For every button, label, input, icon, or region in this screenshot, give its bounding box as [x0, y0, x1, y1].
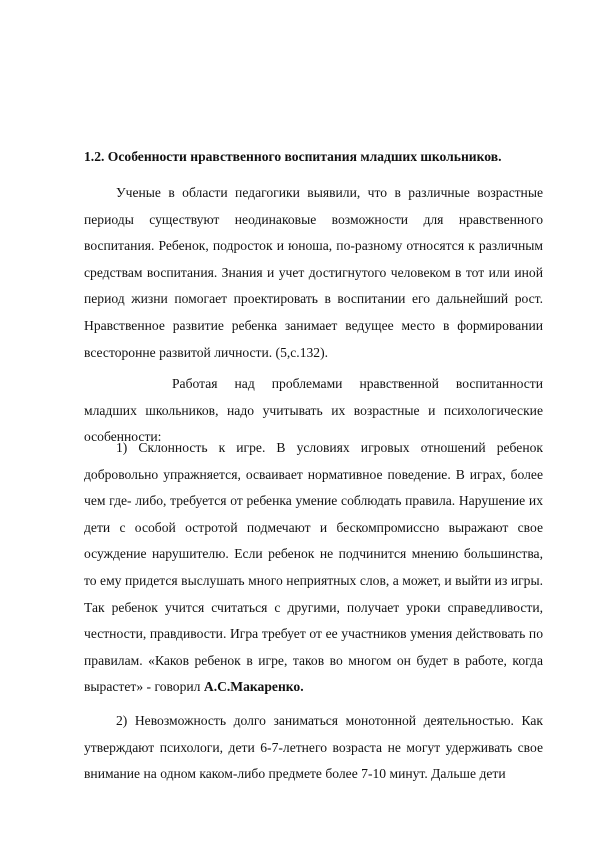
paragraph-3 — [84, 435, 543, 701]
paragraph-1: Ученые в области педагогики выявили, что в различные возрастные периоды существуют неодинаковые возможности для нравственного воспитания. Ребенок, подросток и юноша, по-разному относятся к различным средствам воспитания. Знания и учет достигнутого человеком в тот или иной период жизни помогает проектировать в воспитании его дальнейший рост. Нравственное развитие ребенка занимает ведущее место в формировании всесторонне развитой личности. (5,с.132). — [84, 185, 543, 360]
paragraph-3-text: 1) Склонность к игре. В условиях игровых отношений ребенок добровольно упражняется, осваивает нормативное поведение. В играх, более чем где- либо, требуется от ребенка умение соблюдать правила. Нарушение их дети с особой остротой подмечают и бескомпромиссно выражают свое осуждение нарушителю. Если ребенок не подчинится мнению большинства, то ему придется выслушать много неприятных слов, а может, и выйти из игры. Так ребенок учится считаться с другими, получает уроки справедливости, честности, правдивости. Игра требует от ее участников умения действовать по правилам. «Каков ребенок в игре, таков во многом он будет в работе, когда вырастет» - говорил — [84, 440, 543, 695]
paragraph-4: 2) Невозможность долго заниматься монотонной деятельностью. Как утверждают психологи, дети 6-7-летнего возраста не могут удерживать свое внимание на одном каком-либо предмете более 7-10 минут. Дальше дети — [84, 713, 543, 782]
section-heading: 1.2. Особенности нравственного воспитания младших школьников. — [84, 149, 502, 164]
paragraph-3-author: А.С.Макаренко. — [203, 679, 304, 695]
paragraph-2: Работая над проблемами нравственной воспитанности младших школьников, надо учитывать их возрастные и психологические особенности: — [84, 376, 543, 445]
